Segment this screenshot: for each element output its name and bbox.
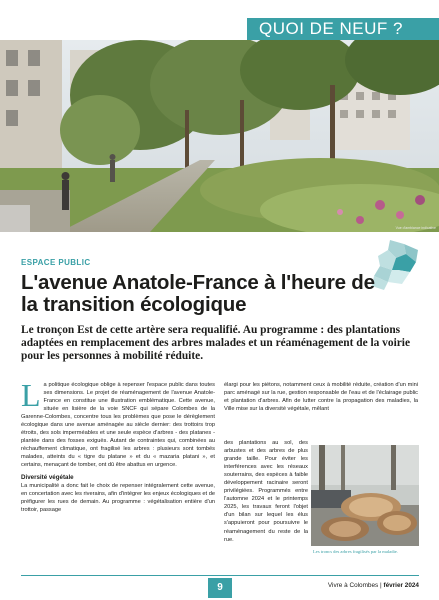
article-title: L'avenue Anatole-France à l'heure de la transition écologique xyxy=(21,271,375,316)
issue-date: février 2024 xyxy=(383,582,419,589)
footer-rule xyxy=(21,575,419,576)
tree-stumps-photo xyxy=(311,445,419,546)
kicker: ESPACE PUBLIC xyxy=(21,258,91,267)
drop-cap: L xyxy=(21,377,41,413)
footer-separator: | xyxy=(380,582,384,589)
body-paragraph: élargi pour les piétons, notamment ceux à mobilité réduite, création d'un mini parc aménagé sur la rue, gestion responsable de l'eau et de l'éclairage public et plantation d'arbres. Afin de lutter contre la propagation des maladies, la Ville mise sur la diversité végétale, mêlant xyxy=(224,382,418,413)
hero-image xyxy=(0,40,439,232)
body-paragraph: La municipalité a donc fait le choix de repenser intégralement cette avenue, en concertation avec les riverains, afin d'intégrer les enjeux écologiques et de préfigurer les rues de demain. Au programme : végétalisation entière d'un trottoir, passage xyxy=(21,482,215,513)
footer-publication xyxy=(328,582,419,589)
image-credit: Vue d'ambiance indicative xyxy=(395,226,436,230)
body-paragraph: des plantations au sol, des arbustes et des arbres de plus grande taille. Pour éviter les interférences avec les réseaux souterrains, des espèces à faible développement racinaire seront privilégiées. Programmés entre l'automne 2024 et le printemps 2025, les travaux feront l'objet d'un bilan sur lequel les élus s'appuieront pour poursuivre le réaménagement du reste de la rue. xyxy=(224,440,308,543)
article-lead: Le tronçon Est de cette artère sera requalifié. Au programme : des plantations adaptées en remplacement des arbres malades et un réaménagement de la voirie pour les personnes à mobilité réduite. xyxy=(21,324,411,362)
felled-trunks-illustration xyxy=(311,445,419,546)
body-paragraph: a politique écologique oblige à repenser l'espace public dans toutes ses dimensions. Le projet de réaménagement de l'avenue Anatole-France en constitue une illustration emblématique. Cette avenue, située en lisière de la voie SNCF qui sépare Colombes de la Garenne-Colombes, concentre tous les problèmes que pose le dérèglement écologique dans une avenue aménagée au siècle dernier: des trottoirs trop étroits, des sols imperméables et une seule espèce d'arbres - des platanes - plantée dans des fosses exiguës. Autant de contraintes qui, combinées au réchauffement climatique, ont fragilisé les arbres : plusieurs sont tombés malades, atteints du « tigre du platane » et du « mazaria platani », et certains, menaçant de tomber, ont dû être abattus en urgence. xyxy=(21,382,215,469)
photo-caption: Les troncs des arbres fragilisés par la maladie. xyxy=(313,549,398,554)
street-rendering-illustration xyxy=(0,40,439,232)
section-tag-label: QUOI DE NEUF ? xyxy=(259,19,403,38)
section-tag xyxy=(247,18,439,40)
body-column-right-narrow xyxy=(224,439,308,544)
subheading: Diversité végétale xyxy=(21,473,74,481)
page-number: 9 xyxy=(208,578,232,598)
body-column-left xyxy=(21,377,215,514)
magazine-name: Vivre à Colombes xyxy=(327,582,379,589)
body-column-right-top xyxy=(224,381,418,413)
